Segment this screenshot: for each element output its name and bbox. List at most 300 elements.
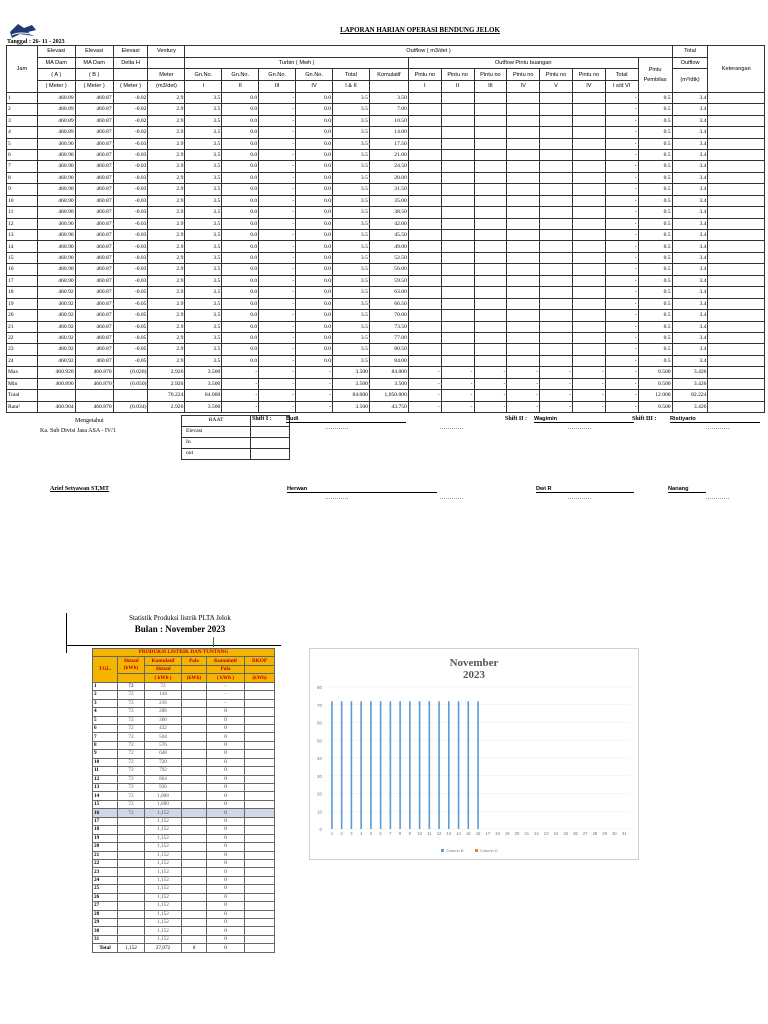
stat-cell: 72 xyxy=(118,809,145,817)
stat-row xyxy=(93,699,275,707)
cell: 3.4 xyxy=(672,344,708,355)
cell: 460.90 xyxy=(37,149,75,160)
raat-row: In xyxy=(182,438,251,449)
cell: - xyxy=(259,149,296,160)
stat-col-kum-aktual-2: Aktual xyxy=(145,665,182,673)
cell: 460.87 xyxy=(75,161,113,172)
stat-cell-rkop xyxy=(245,716,275,724)
shift-1b-dots: ............ xyxy=(440,425,464,431)
data-row xyxy=(7,195,765,206)
cell xyxy=(507,355,540,366)
cell: - xyxy=(605,127,638,138)
stat-divider xyxy=(66,613,67,653)
cell: 22 xyxy=(7,332,38,343)
data-row xyxy=(7,207,765,218)
col-ventury-4: (m3/det) xyxy=(148,81,185,93)
cell xyxy=(540,218,573,229)
stat-cell: 15 xyxy=(93,800,118,808)
cell xyxy=(441,264,474,275)
cell: - xyxy=(605,115,638,126)
cell: 3.5 xyxy=(333,332,370,343)
signer-3-dots: ............ xyxy=(706,495,730,501)
cell: 3.4 xyxy=(672,241,708,252)
cell xyxy=(441,252,474,263)
cell xyxy=(507,138,540,149)
data-row xyxy=(7,355,765,366)
cell: 460.90 xyxy=(37,264,75,275)
chart-legend-label: Column D xyxy=(480,848,498,853)
cell xyxy=(572,252,605,263)
cell: 0.5 xyxy=(638,344,672,355)
cell: 0.0 xyxy=(222,241,259,252)
cell: 0.0 xyxy=(296,115,333,126)
cell xyxy=(507,149,540,160)
stat-cell-rkop xyxy=(245,902,275,910)
cell xyxy=(441,344,474,355)
cell: 0.0 xyxy=(296,252,333,263)
stat-cell: 0 xyxy=(207,741,245,749)
col-elev-b-1: Elevasi xyxy=(75,46,113,58)
cell xyxy=(507,310,540,321)
report-date: Tanggal : 26- 11 - 2023 xyxy=(7,39,65,45)
cell: - xyxy=(259,104,296,115)
stat-row xyxy=(93,919,275,927)
cell: - xyxy=(605,390,638,401)
stat-cell: 29 xyxy=(93,919,118,927)
stat-cell-rkop xyxy=(245,935,275,943)
cell xyxy=(540,230,573,241)
stat-cell: 20 xyxy=(93,843,118,851)
stat-row xyxy=(93,927,275,935)
col-elev-delta-3 xyxy=(113,69,148,81)
cell xyxy=(572,149,605,160)
cell: - xyxy=(259,195,296,206)
cell: 0.0 xyxy=(222,275,259,286)
cell xyxy=(507,127,540,138)
cell: - xyxy=(605,184,638,195)
cell: 56.00 xyxy=(369,264,408,275)
stat-cell: 1,152 xyxy=(145,868,182,876)
cell: 2.9 xyxy=(148,104,185,115)
cell xyxy=(474,115,507,126)
cell: 0.5 xyxy=(638,127,672,138)
cell xyxy=(572,241,605,252)
stat-row xyxy=(93,885,275,893)
stat-cell xyxy=(118,893,145,901)
cell xyxy=(37,390,75,401)
chart-legend-swatch xyxy=(441,849,444,852)
cell: 3.5 xyxy=(333,161,370,172)
cell: - xyxy=(259,367,296,378)
cell: -0.05 xyxy=(113,332,148,343)
cell: - xyxy=(507,367,540,378)
cell xyxy=(408,207,441,218)
cell xyxy=(540,149,573,160)
cell xyxy=(572,184,605,195)
stat-row xyxy=(93,682,275,690)
cell xyxy=(507,92,540,103)
col-p5-a: Pintu no xyxy=(540,69,573,81)
cell: - xyxy=(605,321,638,332)
cell: - xyxy=(474,401,507,412)
col-p4-a: Pintu no xyxy=(507,69,540,81)
approval-position: Ka. Sub Divisi Jasa ASA - IV/1 xyxy=(40,428,116,434)
cell xyxy=(474,172,507,183)
cell xyxy=(474,207,507,218)
col-ptotal-a: Total xyxy=(605,69,638,81)
cell: 2.9 xyxy=(148,287,185,298)
stat-cell xyxy=(118,851,145,859)
cell: 460.90 xyxy=(37,207,75,218)
stat-cell: 4 xyxy=(93,708,118,716)
stat-cell-rkop xyxy=(245,859,275,867)
cell: 460.87 xyxy=(75,172,113,183)
cell: - xyxy=(605,264,638,275)
col-elev-delta-1: Elevasi xyxy=(113,46,148,58)
cell: 52.50 xyxy=(369,252,408,263)
stat-cell: 1,152 xyxy=(145,893,182,901)
cell xyxy=(540,92,573,103)
stat-cell: 0 xyxy=(207,893,245,901)
cell: - xyxy=(259,321,296,332)
cell xyxy=(408,149,441,160)
cell: 460.92 xyxy=(37,332,75,343)
cell xyxy=(408,252,441,263)
summary-row xyxy=(7,367,765,378)
cell: 16 xyxy=(7,264,38,275)
col-ventury-1: Ventury xyxy=(148,46,185,58)
cell: - xyxy=(222,367,259,378)
chart-xtick-label: 5 xyxy=(369,831,373,836)
stat-col-rkop-3: (kWh) xyxy=(245,674,275,682)
cell: 0.0 xyxy=(296,149,333,160)
cell: 3.5 xyxy=(333,92,370,103)
cell: 3.5 xyxy=(333,241,370,252)
cell: 460.87 xyxy=(75,115,113,126)
cell: - xyxy=(605,310,638,321)
cell: 0.5 xyxy=(638,115,672,126)
data-row xyxy=(7,172,765,183)
cell: - xyxy=(605,378,638,389)
cell: 3.500 xyxy=(369,378,408,389)
cell xyxy=(572,230,605,241)
cell-keterangan xyxy=(708,115,765,126)
chart-xtick-label: 27 xyxy=(582,831,588,836)
stat-cell: 30 xyxy=(93,927,118,935)
stat-total-row xyxy=(93,944,275,952)
chart-legend-swatch xyxy=(475,849,478,852)
stat-cell xyxy=(118,927,145,935)
stat-cell: 11 xyxy=(93,767,118,775)
cell: 0.0 xyxy=(222,230,259,241)
stat-cell: 72 xyxy=(118,750,145,758)
cell: - xyxy=(259,161,296,172)
stat-row xyxy=(93,741,275,749)
cell: 18 xyxy=(7,287,38,298)
cell-keterangan xyxy=(708,378,765,389)
cell xyxy=(441,332,474,343)
cell: 17.50 xyxy=(369,138,408,149)
summary-row xyxy=(7,390,765,401)
stat-cell-rkop xyxy=(245,758,275,766)
cell: 0.0 xyxy=(296,195,333,206)
stat-cell: 1,152 xyxy=(145,902,182,910)
stat-cell xyxy=(182,826,207,834)
cell: 3.4 xyxy=(672,332,708,343)
stat-group-header: PRODUKSI LISTRIK DAN TUNTANG xyxy=(93,649,275,657)
stat-cell: 7 xyxy=(93,733,118,741)
cell: 2.9 xyxy=(148,161,185,172)
cell: 2.926 xyxy=(148,401,185,412)
stat-cell: 0 xyxy=(207,708,245,716)
cell: 12.000 xyxy=(638,390,672,401)
stat-cell xyxy=(182,775,207,783)
col-keterangan: Keterangan xyxy=(708,46,765,93)
cell: 2.9 xyxy=(148,344,185,355)
stat-cell: 1,152 xyxy=(145,910,182,918)
cell: 2.9 xyxy=(148,195,185,206)
cell: 3.5 xyxy=(185,92,222,103)
cell: 14.00 xyxy=(369,127,408,138)
cell xyxy=(540,252,573,263)
cell: - xyxy=(605,161,638,172)
stat-cell-rkop xyxy=(245,741,275,749)
cell: 460.89 xyxy=(37,115,75,126)
chart-title-line-1: November xyxy=(449,657,499,669)
cell: 19 xyxy=(7,298,38,309)
stat-cell-rkop xyxy=(245,792,275,800)
cell: -0.03 xyxy=(113,195,148,206)
stat-col-kum-pola-3: ( kWh ) xyxy=(207,674,245,682)
cell: 3.5 xyxy=(333,230,370,241)
cell: 0.0 xyxy=(296,230,333,241)
stat-cell-rkop xyxy=(245,927,275,935)
stat-col-kum-aktual: Kumulatif xyxy=(145,657,182,665)
data-row xyxy=(7,287,765,298)
cell: - xyxy=(605,275,638,286)
signer-2-dots: ............ xyxy=(568,495,592,501)
cell: - xyxy=(540,367,573,378)
stat-row xyxy=(93,750,275,758)
cell: 17 xyxy=(7,275,38,286)
table-body xyxy=(7,92,765,412)
cell: 3.5 xyxy=(333,127,370,138)
cell: - xyxy=(474,390,507,401)
cell: 3.5 xyxy=(185,310,222,321)
cell: 3.5 xyxy=(333,149,370,160)
raat-table xyxy=(181,415,290,460)
cell: 3.5 xyxy=(333,115,370,126)
cell-keterangan xyxy=(708,401,765,412)
cell xyxy=(507,115,540,126)
stat-cell: 1,152 xyxy=(145,851,182,859)
stat-cell: - xyxy=(207,699,245,707)
cell: -0.05 xyxy=(113,344,148,355)
stat-cell: 72 xyxy=(118,792,145,800)
col-p4-b: IV xyxy=(507,81,540,93)
col-elev-a-4: ( Meter ) xyxy=(37,81,75,93)
chart-bar xyxy=(409,701,411,829)
cell: 0.0 xyxy=(222,207,259,218)
cell: 0.0 xyxy=(296,138,333,149)
stat-cell xyxy=(118,902,145,910)
cell xyxy=(507,275,540,286)
cell: 3.5 xyxy=(333,252,370,263)
stat-cell: 31 xyxy=(93,935,118,943)
stat-row xyxy=(93,859,275,867)
chart-xtick-label: 2 xyxy=(340,831,343,836)
cell: 3.4 xyxy=(672,321,708,332)
cell: 0.5 xyxy=(638,184,672,195)
cell: 0.5 xyxy=(638,172,672,183)
col-total-a: Total xyxy=(333,69,370,81)
cell: 0.0 xyxy=(222,264,259,275)
stat-cell: 0 xyxy=(207,724,245,732)
cell xyxy=(408,218,441,229)
stat-col-aktual-3 xyxy=(118,674,145,682)
cell: - xyxy=(222,378,259,389)
stat-cell: 0 xyxy=(207,859,245,867)
production-stat-table xyxy=(92,648,275,953)
cell: - xyxy=(259,401,296,412)
cell: 3.5 xyxy=(185,138,222,149)
cell: 0.0 xyxy=(296,310,333,321)
col-jam: Jam xyxy=(7,46,38,93)
stat-cell-rkop xyxy=(245,800,275,808)
data-row xyxy=(7,241,765,252)
chart-ytick-label: 10 xyxy=(316,809,322,815)
stat-total-cell: 0 xyxy=(182,944,207,952)
stat-cell: 6 xyxy=(93,724,118,732)
stat-cell-rkop xyxy=(245,682,275,690)
stat-cell xyxy=(182,758,207,766)
cell: Total xyxy=(7,390,38,401)
cell xyxy=(408,138,441,149)
data-row xyxy=(7,218,765,229)
cell xyxy=(408,230,441,241)
data-row xyxy=(7,161,765,172)
cell: 0.500 xyxy=(638,401,672,412)
stat-title: Statistik Produksi listrik PLTA Jelok xyxy=(129,614,231,622)
cell: 0.0 xyxy=(296,184,333,195)
cell xyxy=(441,104,474,115)
cell: 2.9 xyxy=(148,127,185,138)
cell: 0.0 xyxy=(222,92,259,103)
stat-cell: 1,152 xyxy=(145,834,182,842)
cell: 9 xyxy=(7,184,38,195)
cell xyxy=(408,321,441,332)
cell: -0.03 xyxy=(113,207,148,218)
cell: - xyxy=(605,298,638,309)
stat-row xyxy=(93,716,275,724)
cell: - xyxy=(605,332,638,343)
stat-cell-rkop xyxy=(245,708,275,716)
production-chart xyxy=(309,648,639,860)
cell: 0.5 xyxy=(638,287,672,298)
cell: 460.90 xyxy=(37,252,75,263)
cell: 0.0 xyxy=(222,298,259,309)
chart-ytick-label: 50 xyxy=(316,738,322,744)
stat-row xyxy=(93,758,275,766)
cell: 460.87 xyxy=(75,241,113,252)
cell xyxy=(507,344,540,355)
cell: 460.87 xyxy=(75,264,113,275)
cell xyxy=(474,332,507,343)
cell: - xyxy=(605,367,638,378)
stat-cell: 22 xyxy=(93,859,118,867)
stat-row xyxy=(93,775,275,783)
cell xyxy=(540,127,573,138)
cell: -0.03 xyxy=(113,264,148,275)
summary-row xyxy=(7,378,765,389)
col-komulatif-b xyxy=(369,81,408,93)
cell xyxy=(507,230,540,241)
col-gn4-a: Gn.No. xyxy=(296,69,333,81)
stat-total-cell: Total xyxy=(93,944,118,952)
cell xyxy=(408,127,441,138)
cell xyxy=(540,161,573,172)
cell: 0.0 xyxy=(296,264,333,275)
chart-xtick-label: 4 xyxy=(359,831,363,836)
cell: 3.5 xyxy=(185,195,222,206)
cell: 66.50 xyxy=(369,298,408,309)
cell-keterangan xyxy=(708,172,765,183)
stat-cell: 1,152 xyxy=(145,809,182,817)
stat-cell: 0 xyxy=(207,817,245,825)
stat-col-kum-pola: Kumulatif xyxy=(207,657,245,665)
cell-keterangan xyxy=(708,355,765,366)
cell: 14 xyxy=(7,241,38,252)
stat-cell: 25 xyxy=(93,885,118,893)
cell: 460.87 xyxy=(75,310,113,321)
cell: 3.500 xyxy=(185,401,222,412)
cell xyxy=(572,92,605,103)
cell: - xyxy=(408,367,441,378)
cell: 460.87 xyxy=(75,92,113,103)
cell: 3.5 xyxy=(333,172,370,183)
chart-xtick-label: 18 xyxy=(495,831,500,836)
stat-row xyxy=(93,809,275,817)
col-elev-b-3: ( B ) xyxy=(75,69,113,81)
cell xyxy=(441,218,474,229)
cell: - xyxy=(259,92,296,103)
stat-cell: 936 xyxy=(145,784,182,792)
cell: - xyxy=(605,207,638,218)
cell: 460.90 xyxy=(37,218,75,229)
stat-cell: 8 xyxy=(93,741,118,749)
cell xyxy=(507,104,540,115)
cell: - xyxy=(572,367,605,378)
col-turbin: Turbin ( Mwh ) xyxy=(185,57,408,69)
cell: 38.50 xyxy=(369,207,408,218)
data-row xyxy=(7,310,765,321)
cell: - xyxy=(408,378,441,389)
cell: - xyxy=(572,401,605,412)
cell: 460.90 xyxy=(37,195,75,206)
cell: 21 xyxy=(7,321,38,332)
cell: - xyxy=(259,287,296,298)
cell: 460.87 xyxy=(75,252,113,263)
cell xyxy=(474,310,507,321)
cell: 20 xyxy=(7,310,38,321)
chart-xtick-label: 30 xyxy=(612,831,617,836)
cell: 460.92 xyxy=(37,298,75,309)
stat-cell xyxy=(182,809,207,817)
cell: 0.0 xyxy=(296,275,333,286)
cell xyxy=(441,298,474,309)
cell: 1 xyxy=(7,92,38,103)
cell: 21.00 xyxy=(369,149,408,160)
